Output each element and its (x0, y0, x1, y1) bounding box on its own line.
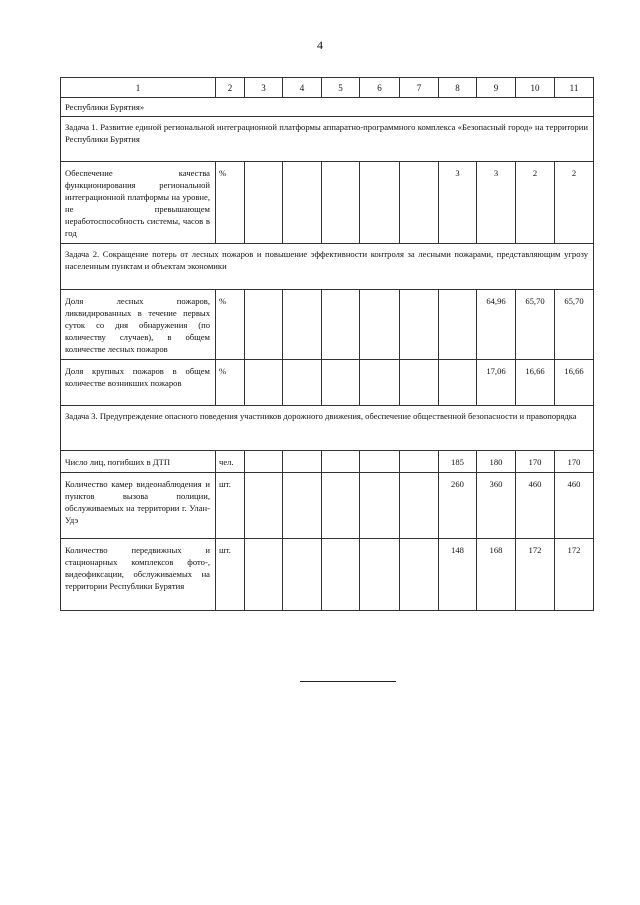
column-header: 2 (216, 78, 245, 98)
value-cell (400, 290, 439, 360)
value-cell (322, 451, 360, 473)
value-cell (283, 473, 322, 539)
column-header: 1 (61, 78, 216, 98)
unit-cell: % (216, 360, 245, 406)
value-cell (360, 451, 400, 473)
column-header: 9 (477, 78, 516, 98)
value-cell (400, 451, 439, 473)
task-row (61, 406, 594, 451)
indicator-name: Количество камер видеонаблюдения и пунктов вызова полиции, обслуживаемых на территории г. Улан-Удэ (61, 473, 216, 539)
value-cell: 65,70 (555, 290, 594, 360)
value-cell: 2 (516, 162, 555, 244)
task-title: Задача 3. Предупреждение опасного поведения участников дорожного движения, обеспечение общественной безопасности и правопорядка (61, 406, 594, 451)
value-cell: 148 (439, 539, 477, 611)
value-cell (322, 360, 360, 406)
value-cell: 460 (516, 473, 555, 539)
value-cell (400, 162, 439, 244)
region-cell: Республики Бурятия» (61, 98, 594, 117)
value-cell (322, 290, 360, 360)
value-cell: 3 (477, 162, 516, 244)
table-row (61, 290, 594, 360)
value-cell: 3 (439, 162, 477, 244)
value-cell (360, 162, 400, 244)
value-cell (360, 290, 400, 360)
indicator-name: Доля лесных пожаров, ликвидированных в течение первых суток со дня обнаружения (по количеству случаев), в общем количестве лесных пожаров (61, 290, 216, 360)
column-header: 10 (516, 78, 555, 98)
value-cell: 168 (477, 539, 516, 611)
indicators-table (60, 77, 594, 611)
table-row (61, 162, 594, 244)
table-row (61, 360, 594, 406)
unit-cell: % (216, 290, 245, 360)
value-cell (245, 539, 283, 611)
value-cell (283, 162, 322, 244)
unit-cell: шт. (216, 473, 245, 539)
indicator-name: Число лиц, погибших в ДТП (61, 451, 216, 473)
task-title: Задача 1. Развитие единой региональной интеграционной платформы аппаратно-программного комплекса «Безопасный город» на территории Республики Бурятия (61, 117, 594, 162)
value-cell: 170 (555, 451, 594, 473)
value-cell (322, 162, 360, 244)
unit-cell: шт. (216, 539, 245, 611)
column-header: 8 (439, 78, 477, 98)
unit-cell: % (216, 162, 245, 244)
value-cell (245, 451, 283, 473)
table-row (61, 473, 594, 539)
value-cell (360, 360, 400, 406)
end-rule (300, 681, 396, 682)
value-cell (245, 162, 283, 244)
value-cell (400, 473, 439, 539)
value-cell (322, 473, 360, 539)
value-cell: 172 (516, 539, 555, 611)
value-cell (245, 290, 283, 360)
indicator-name: Обеспечение качества функционирования региональной интеграционной платформы на уровне, не превышающем неработоспособность системы, часов в год (61, 162, 216, 244)
value-cell: 16,66 (516, 360, 555, 406)
table-row (61, 539, 594, 611)
value-cell: 16,66 (555, 360, 594, 406)
value-cell: 180 (477, 451, 516, 473)
column-header: 5 (322, 78, 360, 98)
value-cell: 360 (477, 473, 516, 539)
value-cell (245, 360, 283, 406)
value-cell (360, 539, 400, 611)
value-cell: 460 (555, 473, 594, 539)
page-number: 4 (317, 38, 323, 52)
column-header: 6 (360, 78, 400, 98)
value-cell: 2 (555, 162, 594, 244)
value-cell (283, 539, 322, 611)
value-cell: 64,96 (477, 290, 516, 360)
column-header: 4 (283, 78, 322, 98)
indicator-name: Доля крупных пожаров в общем количестве возникших пожаров (61, 360, 216, 406)
task-title: Задача 2. Сокращение потерь от лесных пожаров и повышение эффективности контроля за лесными пожарами, представляющим угрозу населенным пунктам и объектам экономики (61, 244, 594, 290)
value-cell (322, 539, 360, 611)
value-cell (439, 290, 477, 360)
value-cell (400, 360, 439, 406)
value-cell (283, 290, 322, 360)
value-cell: 170 (516, 451, 555, 473)
value-cell (245, 473, 283, 539)
indicator-name: Количество передвижных и стационарных комплексов фото-, видеофиксации, обслуживаемых на территории Республики Бурятия (61, 539, 216, 611)
header-row (61, 78, 594, 98)
column-header: 3 (245, 78, 283, 98)
value-cell (283, 451, 322, 473)
unit-cell: чел. (216, 451, 245, 473)
value-cell: 260 (439, 473, 477, 539)
value-cell (439, 360, 477, 406)
value-cell: 172 (555, 539, 594, 611)
column-header: 11 (555, 78, 594, 98)
value-cell (360, 473, 400, 539)
table-row (61, 451, 594, 473)
value-cell (283, 360, 322, 406)
value-cell: 65,70 (516, 290, 555, 360)
value-cell: 17,06 (477, 360, 516, 406)
value-cell (400, 539, 439, 611)
task-row (61, 244, 594, 290)
task-row (61, 117, 594, 162)
column-header: 7 (400, 78, 439, 98)
value-cell: 185 (439, 451, 477, 473)
region-row (61, 98, 594, 117)
